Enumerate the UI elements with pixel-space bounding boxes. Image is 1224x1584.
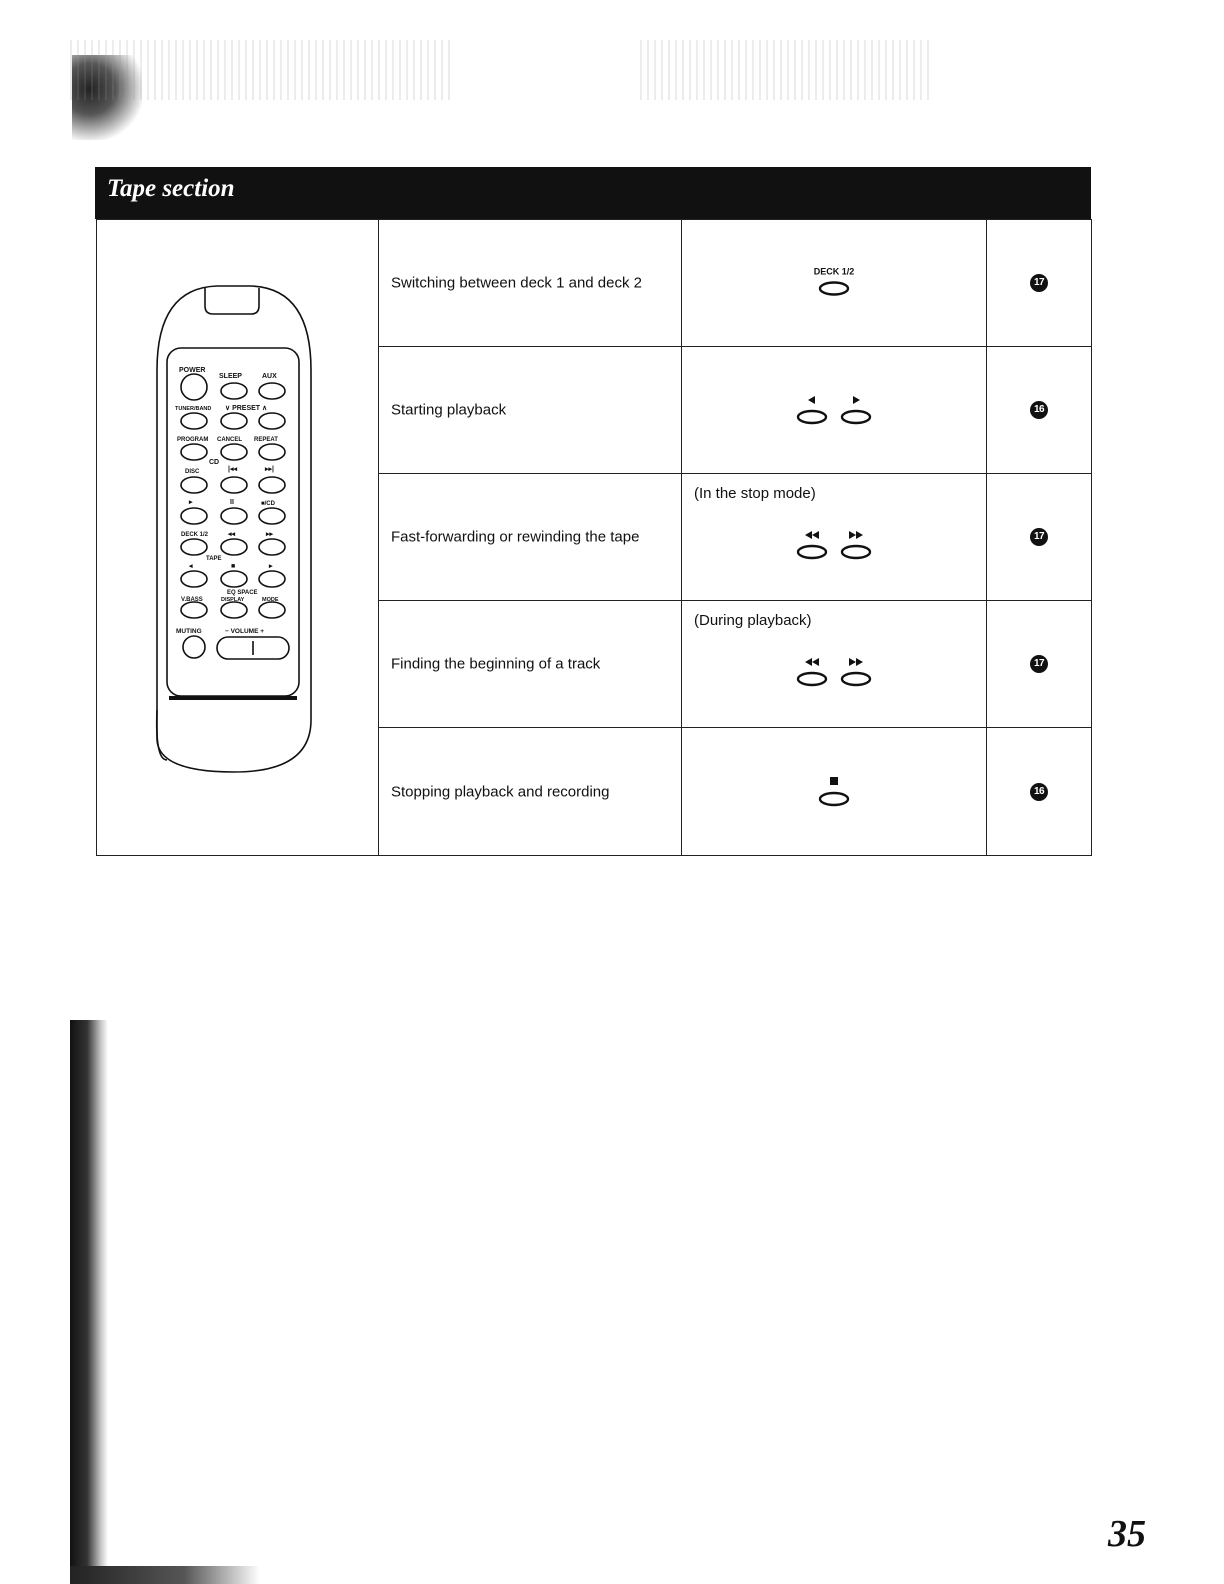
reference-cell: [987, 474, 1091, 600]
operation-description: Switching between deck 1 and deck 2: [391, 274, 642, 292]
fast-forward-button-icon: [842, 531, 870, 558]
operation-description: Finding the beginning of a track: [391, 655, 601, 673]
svg-text:II: II: [230, 499, 234, 506]
page-reference-badge: 17: [1030, 655, 1048, 673]
svg-text:TUNER/BAND: TUNER/BAND: [175, 406, 212, 412]
fast-forward-button-icon: [842, 658, 870, 685]
deck-button-label: DECK 1/2: [813, 266, 855, 277]
svg-text:∨ PRESET ∧: ∨ PRESET ∧: [225, 405, 268, 412]
operation-description: Starting playback: [391, 401, 507, 419]
page-reference-badge: 17: [1030, 528, 1048, 546]
table-row: [379, 601, 1091, 728]
svg-text:■/CD: ■/CD: [261, 501, 275, 507]
track-search-buttons-icon: [792, 655, 876, 689]
svg-text:DISC: DISC: [185, 469, 200, 475]
description-cell: [379, 601, 682, 727]
description-cell: [379, 220, 682, 346]
svg-text:◂: ◂: [189, 563, 193, 570]
svg-text:CANCEL: CANCEL: [217, 437, 242, 443]
page-number: 35: [1108, 1513, 1146, 1555]
button-cell: [682, 601, 987, 727]
page-reference-badge: 16: [1030, 783, 1048, 801]
svg-text:DISPLAY: DISPLAY: [221, 597, 245, 603]
reference-cell: [987, 220, 1091, 346]
svg-text:▸▸: ▸▸: [266, 531, 274, 538]
button-cell: [682, 347, 987, 473]
svg-text:MODE: MODE: [262, 597, 279, 603]
page-reference-badge: 16: [1030, 401, 1048, 419]
svg-text:◂◂: ◂◂: [228, 531, 236, 538]
reference-cell: [987, 347, 1091, 473]
table-row: [379, 220, 1091, 347]
stop-button-icon: [814, 775, 854, 809]
page-reference-badge: 17: [1030, 274, 1048, 292]
svg-text:V.BASS: V.BASS: [181, 597, 203, 603]
reference-cell: [987, 601, 1091, 727]
description-cell: [379, 728, 682, 855]
scan-noise: [640, 40, 930, 100]
operation-description: Fast-forwarding or rewinding the tape: [391, 528, 640, 546]
section-title: Tape section: [107, 175, 235, 202]
svg-text:PROGRAM: PROGRAM: [177, 437, 209, 443]
button-cell: [682, 474, 987, 600]
mode-note: (In the stop mode): [694, 485, 816, 502]
svg-text:■: ■: [231, 563, 236, 570]
button-cell: [682, 220, 987, 346]
button-cell: [682, 728, 987, 855]
svg-text:MUTING: MUTING: [176, 628, 202, 635]
reference-cell: [987, 728, 1091, 855]
scan-noise: [70, 40, 450, 100]
svg-text:POWER: POWER: [179, 367, 206, 374]
scan-binding-shadow: [70, 1020, 108, 1584]
table-row: [379, 347, 1091, 474]
play-buttons-icon: [792, 393, 876, 427]
svg-text:SLEEP: SLEEP: [219, 373, 242, 380]
table-row: [379, 728, 1091, 855]
remote-illustration-cell: [97, 220, 379, 855]
svg-text:REPEAT: REPEAT: [254, 437, 278, 443]
svg-text:▸: ▸: [269, 563, 273, 570]
tape-operations-table: [96, 219, 1092, 856]
description-cell: [379, 347, 682, 473]
svg-text:TAPE: TAPE: [206, 556, 222, 562]
svg-text:CD: CD: [209, 459, 220, 466]
svg-text:|◂◂: |◂◂: [228, 466, 237, 473]
section-header: [95, 167, 1091, 219]
fast-wind-buttons-icon: [792, 528, 876, 562]
svg-text:▸: ▸: [189, 499, 193, 506]
table-row: [379, 474, 1091, 601]
svg-text:DECK 1/2: DECK 1/2: [181, 532, 209, 538]
rewind-button-icon: [798, 531, 826, 558]
operation-description: Stopping playback and recording: [391, 783, 610, 800]
scan-edge-shadow: [70, 1566, 260, 1584]
svg-text:AUX: AUX: [262, 373, 277, 380]
svg-text:▸▸|: ▸▸|: [265, 466, 274, 473]
svg-text:− VOLUME +: − VOLUME +: [225, 628, 265, 635]
forward-play-button-icon: [842, 396, 870, 423]
remote-control-illustration: [97, 220, 379, 857]
description-cell: [379, 474, 682, 600]
mode-note: (During playback): [694, 612, 812, 629]
rewind-button-icon: [798, 658, 826, 685]
reverse-play-button-icon: [798, 396, 826, 423]
svg-text:EQ SPACE: EQ SPACE: [227, 590, 258, 596]
deck-1-2-button-icon: [813, 266, 855, 302]
